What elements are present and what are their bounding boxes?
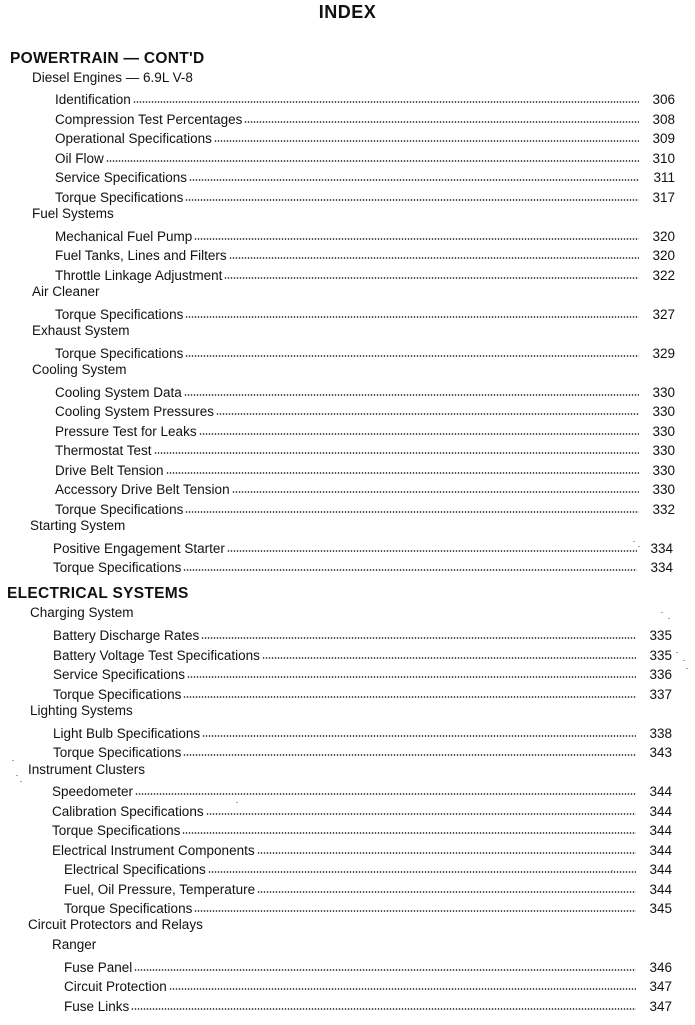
entry-label: Torque Specifications	[52, 823, 181, 838]
entry-label: Fuse Panel	[64, 960, 133, 975]
entry-label: Pressure Test for Leaks	[55, 424, 197, 439]
entry-label: Torque Specifications	[64, 901, 193, 916]
dot-leader	[183, 696, 636, 698]
entry-page-number: 347	[649, 979, 672, 994]
dot-leader	[194, 910, 636, 912]
entry-label: Speedometer	[52, 784, 134, 799]
entry-page-number: 347	[649, 999, 672, 1014]
entry-page-number: 344	[649, 843, 672, 858]
entry-page-number: 343	[649, 745, 672, 760]
index-entry[interactable]	[53, 664, 672, 682]
index-entry[interactable]	[52, 801, 672, 819]
index-entry[interactable]	[53, 625, 672, 643]
index-entry[interactable]	[55, 265, 675, 283]
scan-speck	[20, 781, 22, 782]
group-heading-instrument-clusters: Instrument Clusters	[28, 762, 146, 777]
entry-label: Drive Belt Tension	[55, 463, 164, 478]
group-heading-circuit-protectors: Circuit Protectors and Relays	[28, 917, 203, 932]
dot-leader	[182, 832, 636, 834]
entry-label: Torque Specifications	[53, 745, 182, 760]
index-entry[interactable]	[53, 645, 672, 663]
entry-label: Circuit Protection	[64, 979, 167, 994]
dot-leader	[194, 238, 639, 240]
entry-label: Oil Flow	[55, 151, 104, 166]
index-entry[interactable]	[55, 89, 675, 107]
entry-page-number: 310	[652, 151, 675, 166]
entry-page-number: 308	[652, 112, 675, 127]
index-entry[interactable]	[55, 479, 675, 497]
entry-page-number: 320	[652, 248, 675, 263]
dot-leader	[214, 140, 639, 142]
index-entry[interactable]	[55, 187, 675, 205]
index-entry[interactable]	[55, 128, 675, 146]
scan-speck	[683, 660, 685, 661]
entry-page-number: 311	[653, 170, 675, 185]
entry-label: Positive Engagement Starter	[53, 541, 225, 556]
section-heading-electrical-systems: ELECTRICAL SYSTEMS	[7, 585, 189, 602]
entry-page-number: 338	[649, 726, 672, 741]
scan-speck	[633, 541, 635, 542]
index-entry[interactable]	[53, 684, 672, 702]
entry-label: Compression Test Percentages	[55, 112, 243, 127]
entry-label: Torque Specifications	[55, 502, 184, 517]
dot-leader	[206, 813, 636, 815]
entry-label: Fuse Links	[64, 999, 130, 1014]
index-entry[interactable]	[64, 996, 672, 1014]
index-entry[interactable]	[55, 226, 675, 244]
entry-page-number: 329	[652, 346, 675, 361]
subgroup-heading-ranger: Ranger	[52, 937, 97, 952]
scan-speck	[638, 546, 640, 547]
dot-leader	[183, 569, 637, 571]
dot-leader	[208, 871, 636, 873]
index-entry[interactable]	[53, 557, 673, 575]
index-entry[interactable]	[55, 245, 675, 263]
entry-page-number: 306	[652, 92, 675, 107]
dot-leader	[185, 511, 639, 513]
entry-page-number: 330	[652, 385, 675, 400]
index-entry[interactable]	[52, 820, 672, 838]
entry-label: Torque Specifications	[55, 307, 184, 322]
dot-leader	[199, 433, 639, 435]
dot-leader	[232, 491, 639, 493]
dot-leader	[262, 657, 636, 659]
entry-label: Torque Specifications	[53, 560, 182, 575]
dot-leader	[187, 676, 636, 678]
entry-page-number: 345	[649, 901, 672, 916]
index-entry[interactable]	[55, 460, 675, 478]
group-heading-exhaust-system: Exhaust System	[32, 323, 130, 338]
entry-label: Fuel, Oil Pressure, Temperature	[64, 882, 256, 897]
entry-page-number: 334	[650, 541, 673, 556]
entry-label: Throttle Linkage Adjustment	[55, 268, 223, 283]
index-entry[interactable]	[53, 723, 672, 741]
page-title: INDEX	[318, 2, 377, 22]
scan-speck	[16, 775, 18, 776]
dot-leader	[185, 199, 639, 201]
entry-label: Battery Discharge Rates	[53, 628, 200, 643]
entry-label: Operational Specifications	[55, 131, 212, 146]
entry-label: Calibration Specifications	[52, 804, 204, 819]
scan-speck	[676, 652, 678, 653]
section-heading-powertrain: POWERTRAIN — CONT'D	[10, 50, 205, 67]
dot-leader	[201, 637, 636, 639]
entry-page-number: 337	[649, 687, 672, 702]
dot-leader	[202, 735, 636, 737]
dot-leader	[229, 257, 639, 259]
index-entry[interactable]	[55, 440, 675, 458]
dot-leader	[185, 355, 639, 357]
entry-label: Torque Specifications	[55, 190, 184, 205]
entry-label: Torque Specifications	[53, 687, 182, 702]
index-entry[interactable]	[52, 840, 672, 858]
group-heading-diesel-engines: Diesel Engines — 6.9L V-8	[32, 70, 193, 85]
index-entry[interactable]	[55, 499, 675, 517]
group-heading-charging-system: Charging System	[30, 605, 134, 620]
dot-leader	[257, 891, 636, 893]
entry-page-number: 335	[649, 628, 672, 643]
entry-page-number: 330	[652, 482, 675, 497]
entry-label: Electrical Specifications	[64, 862, 206, 877]
group-heading-air-cleaner: Air Cleaner	[32, 284, 100, 299]
entry-page-number: 335	[649, 648, 672, 663]
entry-label: Service Specifications	[55, 170, 188, 185]
dot-leader	[244, 121, 639, 123]
index-entry[interactable]	[64, 898, 672, 916]
entry-label: Accessory Drive Belt Tension	[55, 482, 230, 497]
group-heading-starting-system: Starting System	[30, 518, 126, 533]
scan-speck	[686, 668, 688, 669]
dot-leader	[183, 754, 636, 756]
index-entry[interactable]	[64, 957, 672, 975]
entry-label: Torque Specifications	[55, 346, 184, 361]
entry-page-number: 317	[652, 190, 675, 205]
index-entry[interactable]	[55, 382, 675, 400]
entry-page-number: 322	[652, 268, 675, 283]
entry-label: Electrical Instrument Components	[52, 843, 255, 858]
entry-label: Fuel Tanks, Lines and Filters	[55, 248, 227, 263]
entry-label: Cooling System Data	[55, 385, 182, 400]
entry-page-number: 344	[649, 882, 672, 897]
dot-leader	[185, 316, 639, 318]
entry-label: Service Specifications	[53, 667, 186, 682]
dot-leader	[257, 852, 636, 854]
entry-page-number: 344	[649, 862, 672, 877]
group-heading-lighting-systems: Lighting Systems	[30, 703, 133, 718]
dot-leader	[131, 1008, 636, 1010]
index-entry[interactable]	[55, 148, 675, 166]
index-entry[interactable]	[53, 538, 673, 556]
entry-page-number: 330	[652, 404, 675, 419]
scan-speck	[661, 612, 663, 613]
entry-label: Mechanical Fuel Pump	[55, 229, 193, 244]
dot-leader	[133, 101, 639, 103]
index-entry[interactable]	[55, 167, 675, 185]
group-heading-fuel-systems: Fuel Systems	[32, 206, 114, 221]
index-entry[interactable]	[64, 879, 672, 897]
entry-page-number: 309	[652, 131, 675, 146]
entry-page-number: 332	[652, 502, 675, 517]
entry-page-number: 320	[652, 229, 675, 244]
dot-leader	[216, 413, 639, 415]
entry-page-number: 336	[649, 667, 672, 682]
entry-label: Thermostat Test	[55, 443, 152, 458]
dot-leader	[224, 277, 639, 279]
dot-leader	[227, 550, 637, 552]
entry-page-number: 344	[649, 823, 672, 838]
index-entry[interactable]	[55, 109, 675, 127]
entry-label: Cooling System Pressures	[55, 404, 215, 419]
index-entry[interactable]	[64, 976, 672, 994]
group-heading-cooling-system: Cooling System	[32, 362, 127, 377]
entry-page-number: 330	[652, 443, 675, 458]
entry-page-number: 327	[652, 307, 675, 322]
index-entry[interactable]	[55, 421, 675, 439]
dot-leader	[169, 988, 636, 990]
index-entry[interactable]	[55, 343, 675, 361]
scan-speck	[12, 760, 14, 761]
index-entry[interactable]	[64, 859, 672, 877]
entry-label: Battery Voltage Test Specifications	[53, 648, 260, 663]
dot-leader	[166, 472, 639, 474]
dot-leader	[106, 160, 639, 162]
entry-page-number: 344	[649, 784, 672, 799]
entry-page-number: 330	[652, 424, 675, 439]
entry-page-number: 346	[649, 960, 672, 975]
entry-page-number: 344	[649, 804, 672, 819]
index-entry[interactable]	[53, 742, 672, 760]
index-entry[interactable]	[55, 401, 675, 419]
scan-speck	[611, 870, 613, 871]
entry-page-number: 330	[652, 463, 675, 478]
dot-leader	[135, 793, 636, 795]
index-entry[interactable]	[55, 304, 675, 322]
dot-leader	[134, 969, 636, 971]
entry-label: Identification	[55, 92, 131, 107]
scan-speck	[236, 802, 238, 803]
dot-leader	[184, 394, 639, 396]
dot-leader	[189, 179, 639, 181]
index-entry[interactable]	[52, 781, 672, 799]
entry-label: Light Bulb Specifications	[53, 726, 201, 741]
entry-page-number: 334	[650, 560, 673, 575]
scan-speck	[668, 618, 670, 619]
dot-leader	[154, 452, 639, 454]
